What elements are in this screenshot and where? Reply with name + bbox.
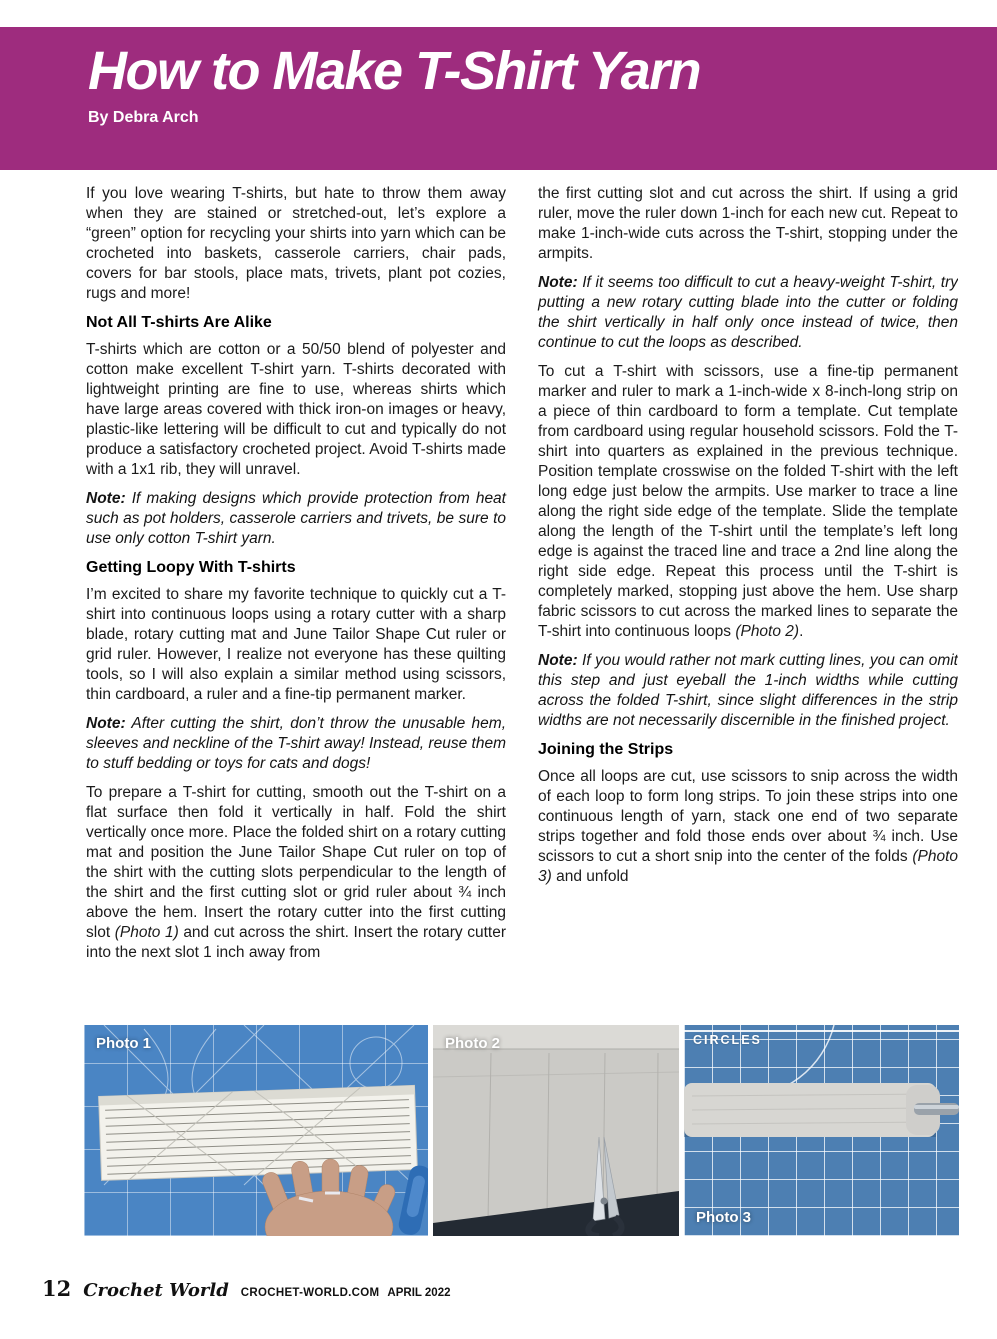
mat-circles-text: CIRCLES <box>693 1033 762 1047</box>
metal-rod-graphic <box>914 1103 959 1115</box>
text-segment: and unfold <box>551 868 629 885</box>
body-paragraph <box>538 184 958 264</box>
article-byline: By Debra Arch <box>88 108 199 126</box>
photo-1 <box>84 1025 428 1236</box>
photo-1-label: Photo 1 <box>96 1035 151 1052</box>
issue-date: APRIL 2022 <box>387 1287 451 1299</box>
rotary-cutter-graphic <box>397 1164 428 1236</box>
text-segment: Note: <box>538 652 578 669</box>
section-heading: Joining the Strips <box>538 741 674 758</box>
photo-3 <box>684 1025 959 1236</box>
body-paragraph <box>538 767 958 887</box>
text-segment: . <box>799 623 804 640</box>
text-segment: (Photo 2) <box>735 623 800 640</box>
page-footer <box>42 1276 957 1301</box>
fabric-scissors-graphic <box>433 1025 679 1236</box>
section-heading: Getting Loopy With T-shirts <box>86 559 296 576</box>
photo-2-label: Photo 2 <box>445 1035 500 1052</box>
magazine-name: Crochet World <box>83 1280 229 1301</box>
cutting-mat-ruler-hand-graphic <box>84 1025 428 1236</box>
photo-strip <box>84 1025 959 1236</box>
body-paragraph <box>86 340 506 480</box>
note-paragraph <box>538 273 958 353</box>
body-paragraph <box>86 184 506 304</box>
text-segment: Note: <box>538 274 578 291</box>
section-heading: Not All T-shirts Are Alike <box>86 314 272 331</box>
text-segment: T-shirts which are cotton or a 50/50 blend of polyester and cotton make excellent T-shirt yarn. T-shirts decorated with lightweight printing are fine to use, whereas shirts which have large areas covered with thick iron-on images or heavy, plastic-like lettering will be difficult to cut and typically do not produce a satisfactory crocheted project. Avoid T-shirts made with a 1x1 rib, they will unravel. <box>86 341 506 478</box>
page-number: 12 <box>42 1276 72 1301</box>
left-column <box>86 184 506 1020</box>
fabric-strip-graphic <box>684 1083 940 1137</box>
text-segment: (Photo 1) <box>114 924 179 941</box>
body-paragraph <box>86 783 506 963</box>
body-paragraph <box>86 585 506 705</box>
text-segment: I’m excited to share my favorite technique to quickly cut a T-shirt into continuous loops using a rotary cutter with a sharp blade, rotary cutting mat and June Tailor Shape Cut ruler or grid ruler. However, I realize not everyone has these quilting tools, so I will also explain a similar method using scissors, thin cardboard, a ruler and a fine-tip permanent marker. <box>86 586 506 703</box>
photo-2 <box>433 1025 679 1236</box>
note-paragraph <box>538 651 958 731</box>
body-paragraph <box>538 362 958 642</box>
article-title: How to Make T-Shirt Yarn <box>88 41 701 101</box>
text-segment: If making designs which provide protection from heat such as pot holders, casserole carriers and trivets, be sure to use only cotton T-shirt yarn. <box>86 490 506 547</box>
note-paragraph <box>86 489 506 549</box>
text-segment: If you love wearing T-shirts, but hate to throw them away when they are stained or stretched-out, let’s explore a “green” option for recycling your shirts into yarn which can be crocheted into baskets, casserole carriers, chair pads, covers for bar stools, place mats, trivets, plant pot cozies, rugs and more! <box>86 185 506 302</box>
masthead <box>0 27 997 170</box>
text-segment: To prepare a T-shirt for cutting, smooth out the T-shirt on a flat surface then fold it vertically in half. Fold the shirt vertically once more. Place the folded shirt on a rotary cutting mat and position the June Tailor Shape Cut ruler on top of the shirt with the cutting slots perpendicular to the length of the shirt and the first cutting slot or grid ruler about ¾ inch above the hem. Insert the rotary cutter into the first cutting slot <box>86 784 506 941</box>
article-body <box>86 184 958 1020</box>
right-column <box>538 184 958 1020</box>
text-segment: (Photo 3) <box>538 848 958 885</box>
yarn-strip-mat-graphic <box>684 1025 959 1236</box>
text-segment: If it seems too difficult to cut a heavy-weight T-shirt, try putting a new rotary cutting blade into the cutter or folding the shirt vertically in half only once instead of twice, then continue to cut the loops as described. <box>538 274 958 351</box>
magazine-website: CROCHET-WORLD.COM <box>240 1287 380 1299</box>
text-segment: If you would rather not mark cutting lines, you can omit this step and just eyeball the 1-inch widths while cutting across the folded T-shirt, since slight differences in the strip widths are not necessarily discernible in the finished project. <box>538 652 958 729</box>
photo-3-label: Photo 3 <box>696 1209 751 1226</box>
text-segment: Note: <box>86 490 126 507</box>
text-segment: To cut a T-shirt with scissors, use a fine-tip permanent marker and ruler to mark a 1-inch-wide x 8-inch-long strip on a piece of thin cardboard to form a template. Cut template from cardboard using regular household scissors. Fold the T-shirt into quarters as explained in the previous technique. Position template crosswise on the folded T-shirt with the left long edge just below the armpits. Use marker to trace a line along the right side edge of the template. Slide the template along the length of the T-shirt until the template’s left long edge is against the traced line and trace a 2nd line along the right side edge. Repeat this process until the T-shirt is completely marked, stopping just above the hem. Use sharp fabric scissors to cut across the marked lines to separate the T-shirt into continuous loops <box>538 363 958 640</box>
text-segment: Note: <box>86 715 126 732</box>
text-segment: the first cutting slot and cut across the shirt. If using a grid ruler, move the ruler down 1-inch for each new cut. Repeat to make 1-inch-wide cuts across the T-shirt, stopping under the armpits. <box>538 185 958 262</box>
note-paragraph <box>86 714 506 774</box>
text-segment: and cut across the shirt. Insert the rotary cutter into the next slot 1 inch away from <box>86 924 506 961</box>
text-segment: After cutting the shirt, don’t throw the unusable hem, sleeves and neckline of the T-shirt away! Instead, reuse them to stuff bedding or toys for cats and dogs! <box>86 715 506 772</box>
text-segment: Once all loops are cut, use scissors to snip across the width of each loop to form long strips. To join these strips into one continuous length of yarn, stack one end of two separate strips together and fold those ends over about ¾ inch. Use scissors to cut a short snip into the center of the folds <box>538 768 958 865</box>
